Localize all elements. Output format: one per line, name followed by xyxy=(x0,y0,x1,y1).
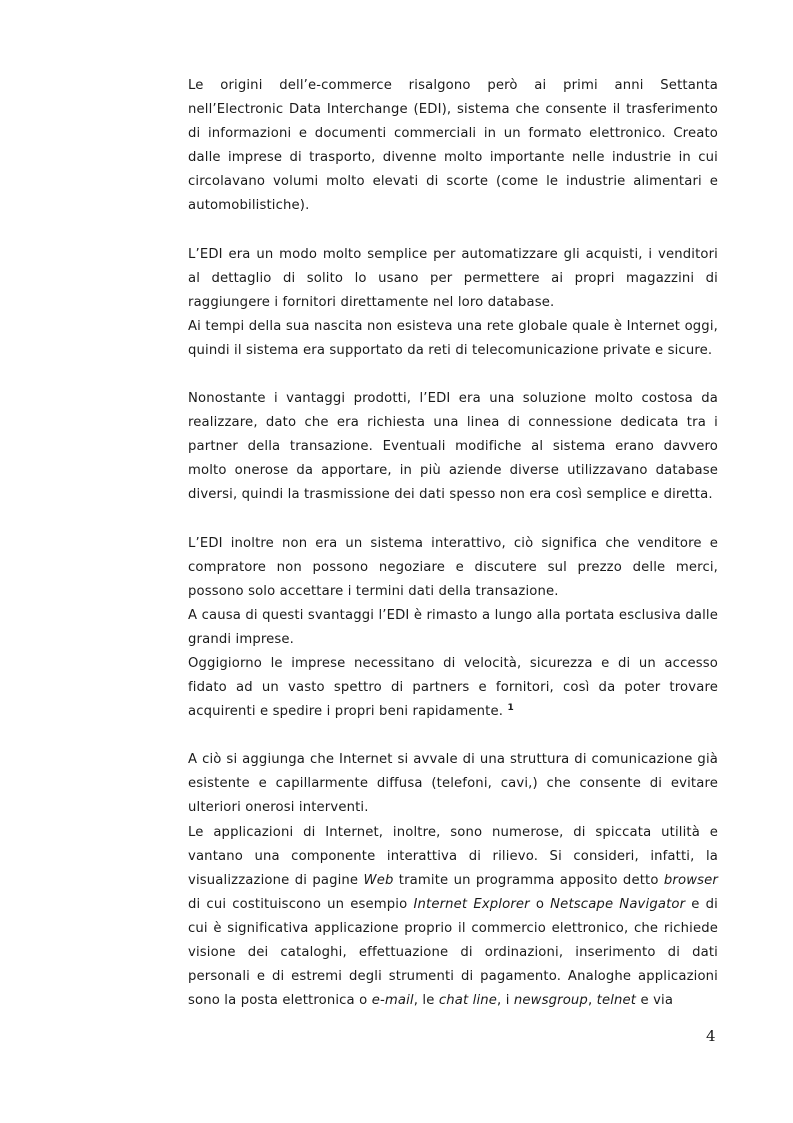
paragraph-gap xyxy=(188,363,718,387)
page-number: 4 xyxy=(706,1027,716,1045)
term-web: Web xyxy=(363,872,394,888)
paragraph-edi-networks: Ai tempi della sua nascita non esisteva una rete globale quale è Internet oggi, quindi il sistema era supportato da reti di telecomunicazione private e sicure. xyxy=(188,318,718,358)
paragraph-gap xyxy=(188,219,718,243)
term-telnet: telnet xyxy=(596,993,637,1009)
body-text xyxy=(188,74,718,1013)
term-newsgroup: newsgroup xyxy=(513,993,588,1009)
term-chat-line: chat line xyxy=(438,993,498,1009)
paragraph-internet-applications: Le applicazioni di Internet, inoltre, sono numerose, di spiccata utilità e vantano una componente interattiva di rilievo. Si consideri, infatti, la visualizzazione di pagine Web tramite un programma apposito detto browser di cui costituiscono un esempio Internet Explorer o Netscape Navigator e di cui è significativa applicazione proprio il commercio elettronico, che richiede visione dei cataloghi, effettuazione di ordinazioni, inserimento di dati personali e di estremi degli strumenti di pagamento. Analoghe applicazioni sono la posta elettronica o e-mail, le chat line, i newsgroup, telnet e via xyxy=(188,824,718,1009)
term-browser: browser xyxy=(663,872,718,888)
term-e-mail: e-mail xyxy=(371,993,414,1009)
paragraph-edi-costs: Nonostante i vantaggi prodotti, l’EDI era una soluzione molto costosa da realizzare, dato che era richiesta una linea di connessione dedicata tra i partner della transazione. Eventuali modifiche al sistema erano davvero molto onerose da apportare, in più aziende diverse utilizzavano database diversi, quindi la trasmissione dei dati spesso non era così semplice e diretta. xyxy=(188,391,718,503)
paragraph-internet-structure: A ciò si aggiunga che Internet si avvale di una struttura di comunicazione già esistente e capillarmente diffusa (telefoni, cavi,) che consente di evitare ulteriori onerosi interventi. xyxy=(188,752,718,816)
paragraph-edi-purchases: L’EDI era un modo molto semplice per automatizzare gli acquisti, i venditori al dettaglio di solito lo usano per permettere ai propri magazzini di raggiungere i fornitori direttamente nel loro database. xyxy=(188,246,718,310)
paragraph-edi-large-companies: A causa di questi svantaggi l’EDI è rimasto a lungo alla portata esclusiva dalle grandi imprese. xyxy=(188,607,718,647)
paragraph-modern-needs: Oggigiorno le imprese necessitano di velocità, sicurezza e di un accesso fidato ad un vasto spettro di partners e fornitori, così da poter trovare acquirenti e spedire i propri beni rapidamente. $^1$ xyxy=(188,655,718,720)
footnote-marker: 1 xyxy=(507,703,514,714)
paragraph-gap xyxy=(188,724,718,748)
term-internet-explorer: Internet Explorer xyxy=(413,896,530,912)
paragraph-edi-origins: Le origini dell’e-commerce risalgono però ai primi anni Settanta nell’Electronic Data Interchange (EDI), sistema che consente il trasferimento di informazioni e documenti commerciali in un formato elettronico. Creato dalle imprese di trasporto, divenne molto importante nelle industrie in cui circolavano volumi molto elevati di scorte (come le industrie alimentari e automobilistiche). xyxy=(188,78,718,214)
paragraph-edi-not-interactive: L’EDI inoltre non era un sistema interattivo, ciò significa che venditore e compratore non possono negoziare e discutere sul prezzo delle merci, possono solo accettare i termini dati della transazione. xyxy=(188,535,718,599)
paragraph-gap xyxy=(188,508,718,532)
term-netscape-navigator: Netscape Navigator xyxy=(550,896,686,912)
